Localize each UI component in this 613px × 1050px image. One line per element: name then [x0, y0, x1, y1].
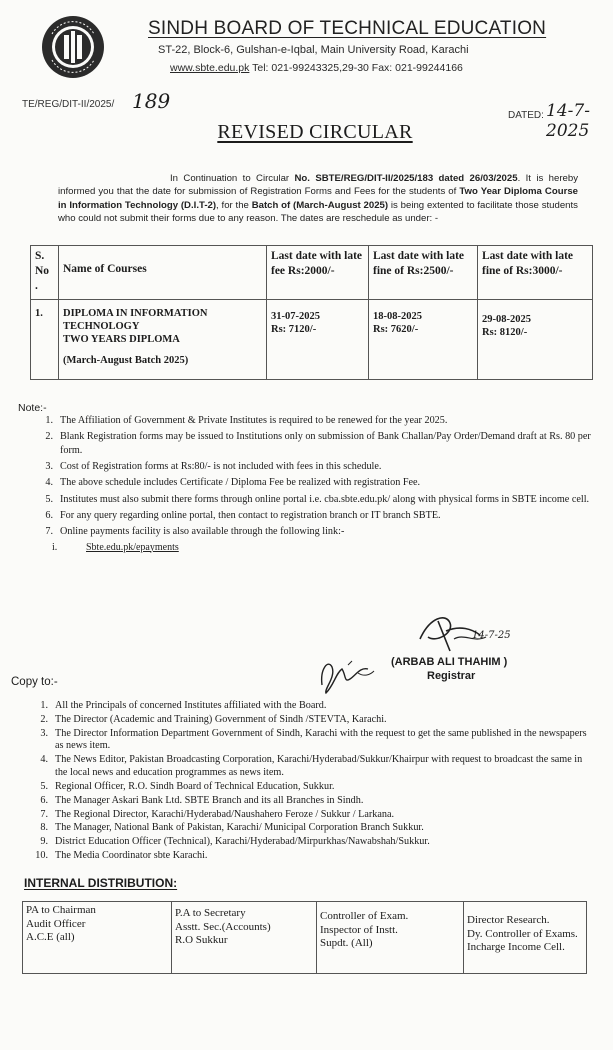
- list-item: 1. All the Principals of concerned Institutes affiliated with the Board.: [40, 700, 327, 711]
- list-item: 9. District Education Officer (Technical), Karachi/Hyderabad/Mirpurkhas/Nawabshah/Sukkur.: [40, 836, 430, 848]
- signature-date: 14-7-25: [472, 630, 511, 641]
- list-item: 7. The Regional Director, Karachi/Hyderabad/Naushahero Feroze / Sukkur / Larkana.: [40, 808, 395, 820]
- intro-batch: Batch of (March-August 2025): [251, 199, 389, 211]
- cell-date-3: [478, 300, 593, 380]
- distribution-cell: P.A to Secretary Asstt. Sec.(Accounts) R.O Sukkur: [172, 902, 317, 974]
- org-address: ST-22, Block-6, Gulshan-e-Iqbal, Main University Road, Karachi: [158, 44, 469, 56]
- registrar-designation: Registrar: [427, 670, 476, 682]
- table-row: [31, 300, 593, 380]
- distribution-cell: Director Research. Dy. Controller of Exams. Incharge Income Cell.: [464, 902, 587, 974]
- list-item: 5. Regional Officer, R.O. Sindh Board of Technical Education, Sukkur.: [40, 780, 335, 792]
- date-3: 29-08-2025: [482, 314, 531, 325]
- fee-3: Rs: 8120/-: [482, 327, 528, 338]
- distribution-cell: PA to Chairman Audit Officer A.C.E (all): [23, 902, 172, 974]
- header-course-name: Name of Courses: [59, 246, 267, 300]
- intro-text-4: is being extented to facilitate those students who could not submit their forms due to any reason. The dates are reschedule as under: -: [58, 199, 578, 225]
- notes-list: [30, 414, 595, 554]
- note-item: 2. Blank Registration forms may be issued to Institutions only on submission of Bank Challan/Pay Order/Demand draft at Rs. 80 per form.: [45, 431, 591, 456]
- cell-course-name: [59, 300, 267, 380]
- internal-distribution-heading: INTERNAL DISTRIBUTION:: [24, 876, 178, 890]
- date-1: 31-07-2025: [271, 311, 320, 322]
- cell-sno: 1.: [31, 300, 59, 380]
- note-item: 6. For any query regarding online portal, then contact to registration branch or IT branch SBTE.: [45, 509, 441, 521]
- intro-text-3: , for the: [216, 199, 252, 211]
- header-late-fine-3000: Last date with late fine of Rs:3000/-: [478, 246, 593, 300]
- header-sno: S. No .: [31, 246, 59, 300]
- list-item: 6. The Manager Askari Bank Ltd. SBTE Branch and its all Branches in Sindh.: [40, 794, 364, 806]
- table-row: [23, 902, 587, 974]
- intro-circular-ref: No. SBTE/REG/DIT-II/2025/183 dated 26/03/2025: [294, 173, 518, 184]
- notes-heading: Note:-: [18, 402, 47, 414]
- intro-text-2: . It is hereby informed you that the date for submission of Registration Forms and Fees for the students of: [58, 173, 578, 198]
- header-late-fee-2000: Last date with late fee Rs:2000/-: [267, 246, 369, 300]
- copy-to-heading: Copy to:-: [11, 676, 58, 688]
- org-name: SINDH BOARD OF TECHNICAL EDUCATION: [148, 18, 547, 39]
- list-item: 10. The Media Coordinator sbte Karachi.: [35, 850, 208, 862]
- note-item: 4. The above schedule includes Certificate / Diploma Fee be realized with registration Fee.: [45, 477, 421, 489]
- initials-signature: [318, 655, 378, 695]
- cell-date-1: [267, 300, 369, 380]
- note-sub-item: i. Sbte.edu.pk/epayments: [52, 541, 179, 553]
- reference-number-label: TE/REG/DIT-II/2025/: [22, 99, 115, 110]
- org-website-link[interactable]: www.sbte.edu.pk: [170, 62, 250, 74]
- copy-to-list: [24, 700, 594, 864]
- list-item: 4. The News Editor, Pakistan Broadcasting Corporation, Karachi/Hyderabad/Sukkur/Khairpur with request to broadcast the same in the local news and education programmes as news item.: [40, 754, 583, 778]
- epayments-link[interactable]: Sbte.edu.pk/epayments: [86, 541, 179, 553]
- reference-number-handwritten: 189: [132, 89, 171, 113]
- distribution-cell: Controller of Exam. Inspector of Instt. Supdt. (All): [317, 902, 464, 974]
- internal-distribution-table: [22, 901, 587, 974]
- note-item: 3. Cost of Registration forms at Rs:80/- is not included with fees in this schedule.: [45, 461, 382, 473]
- dated-label: DATED:: [508, 110, 544, 121]
- list-item: 2. The Director (Academic and Training) Government of Sindh /STEVTA, Karachi.: [40, 713, 387, 725]
- fee-2: Rs: 7620/-: [373, 324, 419, 335]
- note-item: 5. Institutes must also submit there forms through online portal i.e. cba.sbte.edu.pk/ along with physical forms in SBTE income cell.: [45, 493, 590, 505]
- note-item: 1. The Affiliation of Government & Private Institutes is required to be renewed for the year 2025.: [45, 415, 448, 426]
- cell-date-2: [369, 300, 478, 380]
- intro-paragraph: [58, 172, 578, 226]
- course-batch: (March-August Batch 2025): [63, 355, 189, 366]
- note-item: 7. Online payments facility is also available through the following link:-: [45, 526, 345, 538]
- org-phone-fax: Tel: 021-99243325,29-30 Fax: 021-99244166: [249, 62, 463, 74]
- org-contact: [170, 62, 463, 74]
- course-line-3: TWO YEARS DIPLOMA: [63, 334, 180, 345]
- intro-text-1: In Continuation to Circular: [170, 173, 295, 184]
- course-line-1: DIPLOMA IN INFORMATION: [63, 308, 208, 319]
- course-schedule-table: [30, 245, 593, 380]
- fee-1: Rs: 7120/-: [271, 324, 317, 335]
- registrar-name: (ARBAB ALI THAHIM ): [391, 656, 508, 668]
- page-title: REVISED CIRCULAR: [217, 121, 413, 143]
- list-item: 3. The Director Information Department Government of Sindh, Karachi with the request to get the same published in the newspapers as news item.: [40, 727, 587, 752]
- intro-course: Two Year Diploma Course in Information Technology (D.I.T-2): [58, 186, 578, 211]
- header-late-fine-2500: Last date with late fine of Rs:2500/-: [369, 246, 478, 300]
- course-line-2: TECHNOLOGY: [63, 321, 140, 332]
- list-item: 8. The Manager, National Bank of Pakistan, Karachi/ Municipal Corporation Branch Sukkur.: [40, 822, 424, 834]
- date-handwritten: 14-7-2025: [546, 101, 590, 141]
- table-header-row: [31, 246, 593, 300]
- date-2: 18-08-2025: [373, 311, 422, 322]
- sbte-logo: [40, 14, 106, 80]
